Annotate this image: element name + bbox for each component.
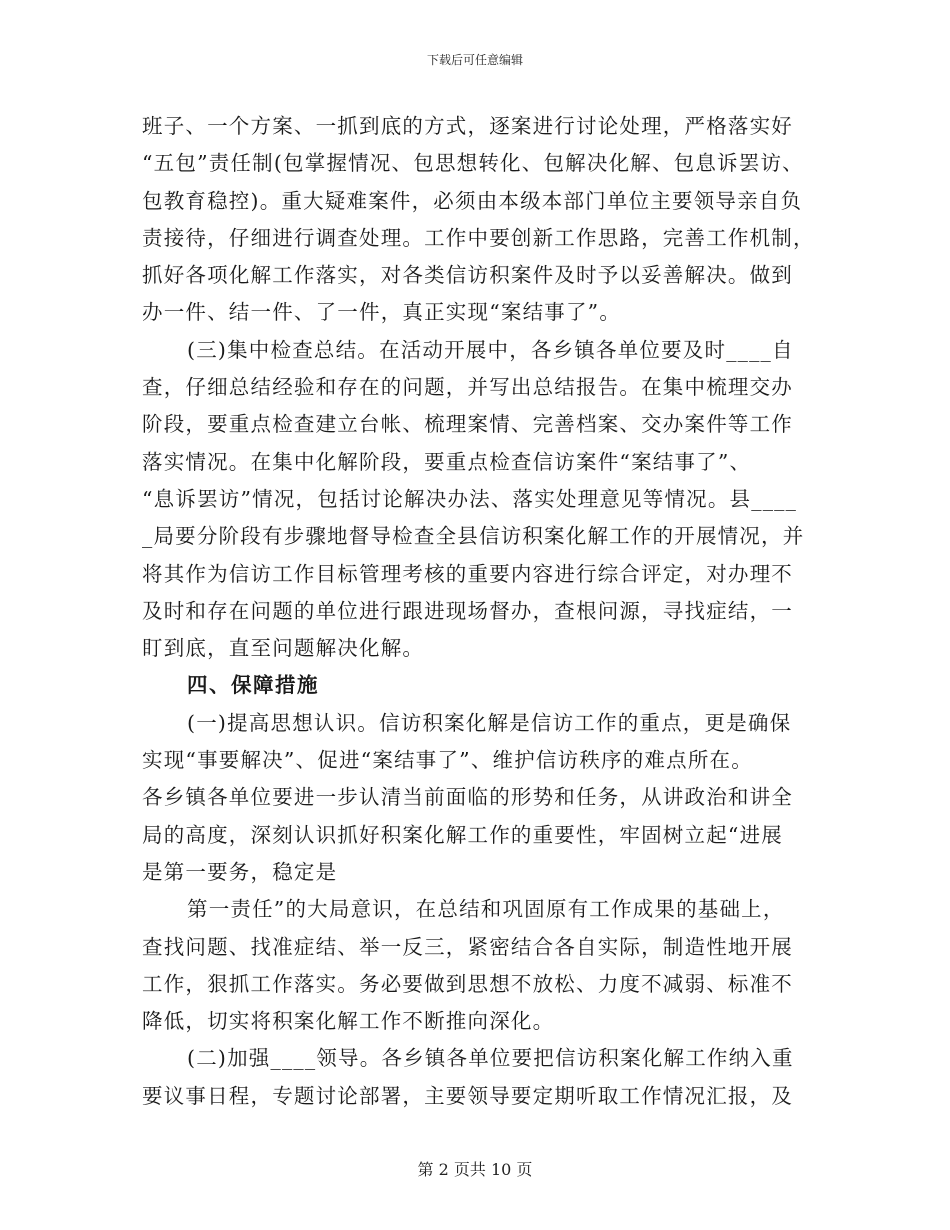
text-line: 局的高度，深刻认识抓好积案化解工作的重要性，牢固树立起“进展 — [142, 822, 783, 847]
paragraph-start-line: (二)加强____领导。各乡镇各单位要把信访积案化解工作纳入重 — [187, 1046, 794, 1071]
text-line: 要议事日程，专题讨论部署，主要领导要定期听取工作情况汇报，及 — [142, 1083, 793, 1108]
text-line: 降低，切实将积案化解工作不断推向深化。 — [142, 1009, 555, 1034]
text-line: 及时和存在问题的单位进行跟进现场督办，查根问源，寻找症结，一 — [142, 598, 793, 623]
paragraph-start-line: 第一责任”的大局意识，在总结和巩固原有工作成果的基础上， — [187, 897, 785, 922]
text-line: 落实情况。在集中化解阶段，要重点检查信访案件“案结事了”、 — [142, 449, 752, 474]
text-line: _局要分阶段有步骤地督导检查全县信访积案化解工作的开展情况，并 — [142, 524, 805, 549]
text-line: “五包”责任制(包掌握情况、包思想转化、包解决化解、包息诉罢访、 — [142, 151, 804, 176]
paragraph-start-line: (三)集中检查总结。在活动开展中，各乡镇各单位要及时____自 — [187, 337, 794, 362]
text-line: 各乡镇各单位要进一步认清当前面临的形势和任务，从讲政治和讲全 — [142, 785, 793, 810]
text-line: 抓好各项化解工作落实，对各类信访积案件及时予以妥善解决。做到 — [142, 263, 793, 288]
section-heading: 四、保障措施 — [187, 673, 319, 698]
text-line: 查找问题、找准症结、举一反三，紧密结合各自实际，制造性地开展 — [142, 934, 793, 959]
document-body — [142, 108, 815, 1115]
page-header: 下载后可任意编辑 — [426, 53, 523, 67]
text-line: 办一件、结一件、了一件，真正实现“案结事了”。 — [142, 300, 622, 325]
paragraph-start-line: (一)提高思想认识。信访积案化解是信访工作的重点，更是确保 — [187, 710, 792, 735]
text-line: 是第一要务，稳定是 — [142, 859, 338, 884]
text-line: 盯到底，直至问题解决化解。 — [142, 636, 425, 661]
text-line: 班子、一个方案、一抓到底的方式，逐案进行讨论处理，严格落实好 — [142, 114, 793, 138]
text-line: 责接待，仔细进行调查处理。工作中要创新工作思路，完善工作机制， — [142, 225, 815, 250]
text-line: 包教育稳控)。重大疑难案件，必须由本级本部门单位主要领导亲自负 — [142, 188, 803, 213]
page-footer: 第 2 页共 10 页 — [417, 1160, 533, 1179]
text-line: 查，仔细总结经验和存在的问题，并写出总结报告。在集中梳理交办 — [142, 375, 793, 400]
text-line: “息诉罢访”情况，包括讨论解决办法、落实处理意见等情况。县____ — [142, 486, 798, 511]
text-line: 工作，狠抓工作落实。务必要做到思想不放松、力度不减弱、标准不 — [142, 971, 793, 996]
text-line: 阶段，要重点检查建立台帐、梳理案情、完善档案、交办案件等工作 — [142, 412, 793, 437]
text-line: 实现“事要解决”、促进“案结事了”、维护信访秩序的难点所在。 — [142, 748, 753, 773]
text-line: 将其作为信访工作目标管理考核的重要内容进行综合评定，对办理不 — [142, 561, 793, 586]
